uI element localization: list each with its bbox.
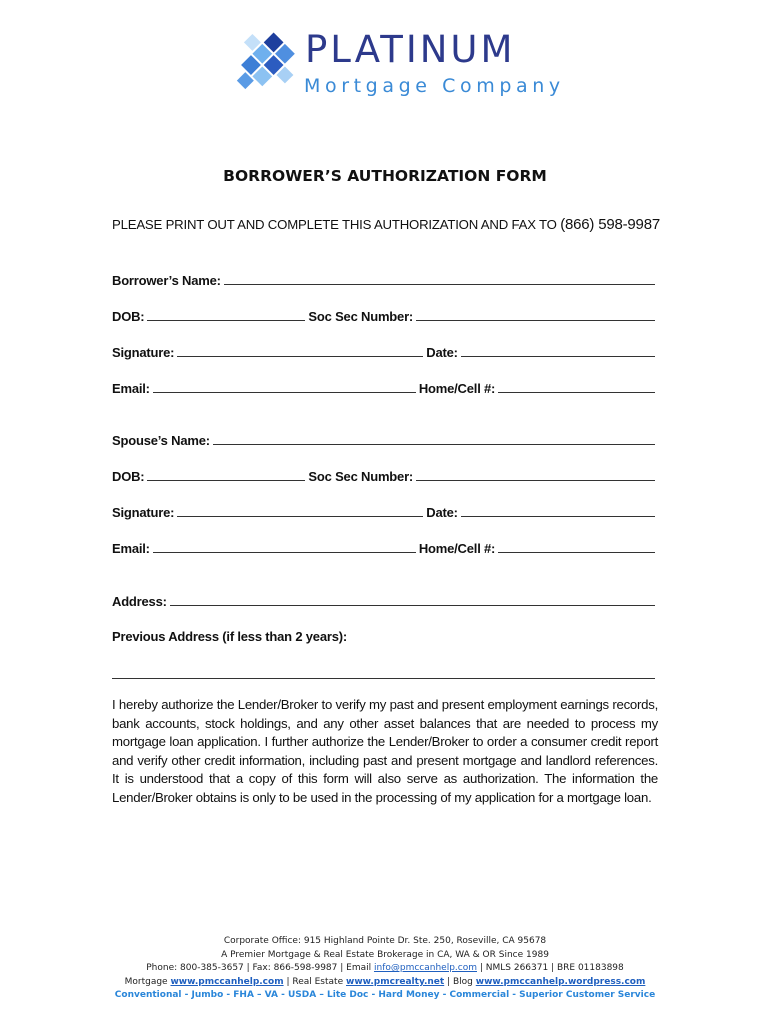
footer-phone-fax: Phone: 800-385-3657 | Fax: 866-598-9987 | Email	[146, 963, 372, 974]
borrower-contact-row	[112, 376, 658, 396]
form-title: BORROWER’S AUTHORIZATION FORM	[223, 167, 547, 185]
spouse-signature-field[interactable]	[177, 516, 423, 517]
previous-address-field[interactable]	[112, 678, 655, 679]
spouse-date-field[interactable]	[461, 516, 655, 517]
borrower-phone-label: Home/Cell #:	[418, 381, 496, 396]
footer-services: Conventional - Jumbo - FHA – VA - USDA – Lite Doc - Hard Money - Commercial - Superior Customer Service	[114, 990, 656, 1001]
spouse-ssn-label: Soc Sec Number:	[308, 469, 414, 484]
borrower-phone-field[interactable]	[498, 392, 655, 393]
footer-contact-line	[0, 962, 770, 976]
previous-address-line-row	[112, 662, 658, 682]
authorization-paragraph: I hereby authorize the Lender/Broker to verify my past and present employment earnings records, bank accounts, stock holdings, and any other asset balances that are needed to process my mortgage loan application. I further authorize the Lender/Broker to order a consumer credit report and verify other credit information, including past and present mortgage and landlord references. It is understood that a copy of this form will also serve as authorization. The information the Lender/Broker obtains is only to be used in the processing of my application for a mortgage loan.	[112, 697, 658, 805]
borrower-email-label: Email:	[112, 381, 150, 396]
borrower-email-field[interactable]	[153, 392, 416, 393]
spouse-contact-row	[112, 536, 658, 556]
borrower-date-label: Date:	[426, 345, 458, 360]
footer-realestate-label: | Real Estate	[286, 976, 344, 987]
spouse-date-label: Date:	[426, 505, 458, 520]
footer-blog-link[interactable]: www.pmccanhelp.wordpress.com	[475, 976, 646, 987]
spouse-ssn-field[interactable]	[416, 480, 655, 481]
logo-subtitle: Mortgage Company	[304, 75, 565, 97]
company-logo-icon	[230, 30, 296, 110]
borrower-dob-field[interactable]	[147, 320, 305, 321]
spouse-email-field[interactable]	[153, 552, 416, 553]
previous-address-label: Previous Address (if less than 2 years):	[112, 629, 348, 644]
fax-instruction	[112, 216, 660, 233]
address-label: Address:	[112, 594, 167, 609]
spouse-email-label: Email:	[112, 541, 150, 556]
borrower-date-field[interactable]	[461, 356, 655, 357]
footer-mortgage-link[interactable]: www.pmccanhelp.com	[170, 976, 284, 987]
borrower-dob-ssn-row	[112, 304, 658, 324]
address-field[interactable]	[170, 605, 655, 606]
footer-email-link[interactable]: info@pmccanhelp.com	[373, 963, 477, 974]
borrower-ssn-label: Soc Sec Number:	[308, 309, 414, 324]
footer-links-line	[0, 976, 770, 990]
footer-licenses: | NMLS 266371 | BRE 01183898	[479, 963, 624, 974]
footer-blog-label: | Blog	[447, 976, 473, 987]
borrower-ssn-field[interactable]	[416, 320, 655, 321]
spouse-name-row	[112, 428, 658, 448]
spouse-dob-ssn-row	[112, 464, 658, 484]
spouse-name-field[interactable]	[213, 444, 655, 445]
borrower-name-row	[112, 268, 658, 288]
instruction-text: PLEASE PRINT OUT AND COMPLETE THIS AUTHORIZATION AND FAX TO	[112, 217, 557, 232]
footer-tagline: A Premier Mortgage & Real Estate Brokerage in CA, WA & OR Since 1989	[221, 949, 549, 960]
borrower-name-label: Borrower’s Name:	[112, 273, 221, 288]
spouse-signature-row	[112, 500, 658, 520]
spouse-name-label: Spouse’s Name:	[112, 433, 210, 448]
spouse-phone-field[interactable]	[498, 552, 655, 553]
spouse-phone-label: Home/Cell #:	[418, 541, 496, 556]
borrower-signature-field[interactable]	[177, 356, 423, 357]
spouse-signature-label: Signature:	[112, 505, 175, 520]
footer-mortgage-label: Mortgage	[124, 976, 168, 987]
spouse-dob-label: DOB:	[112, 469, 145, 484]
spouse-dob-field[interactable]	[147, 480, 305, 481]
footer	[0, 935, 770, 1003]
borrower-signature-label: Signature:	[112, 345, 175, 360]
borrower-signature-row	[112, 340, 658, 360]
address-row	[112, 589, 658, 609]
fax-number: (866) 598-9987	[560, 216, 660, 233]
borrower-dob-label: DOB:	[112, 309, 145, 324]
previous-address-row	[112, 624, 658, 644]
logo-wordmark: PLATINUM	[305, 28, 516, 71]
borrower-name-field[interactable]	[224, 284, 655, 285]
footer-realestate-link[interactable]: www.pmcrealty.net	[346, 976, 445, 987]
footer-office: Corporate Office: 915 Highland Pointe Dr. Ste. 250, Roseville, CA 95678	[223, 936, 547, 946]
